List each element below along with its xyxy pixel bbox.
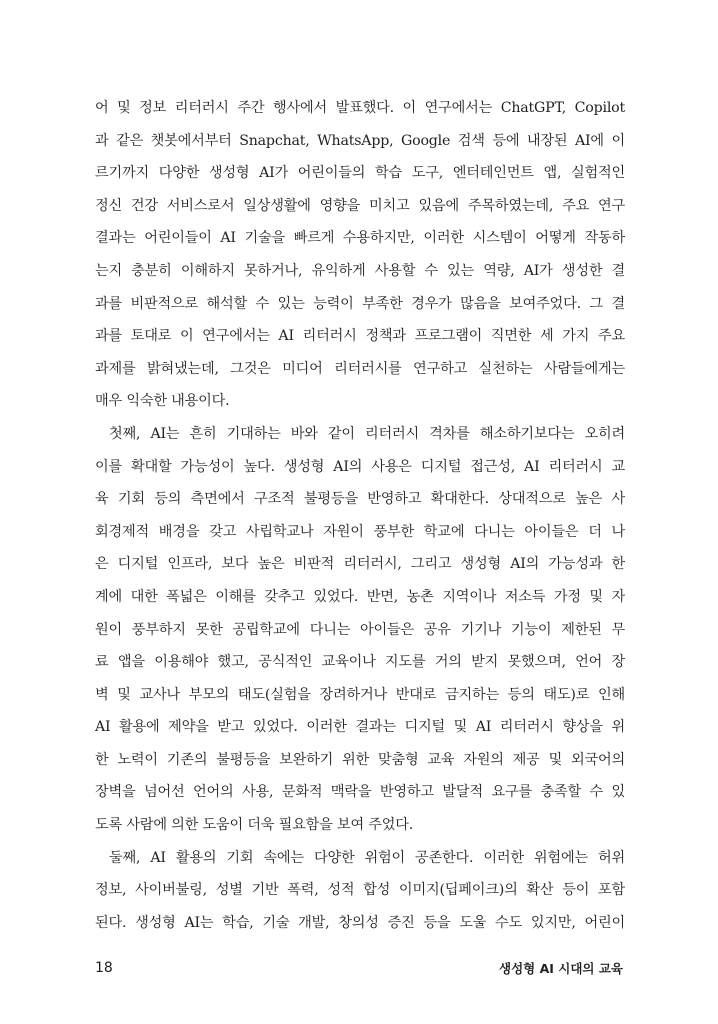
text-line: AI 활용에 제약을 받고 있었다. 이러한 결과는 디지털 및 AI 리터러시 향상을 위: [95, 719, 625, 736]
text-line: 첫째, AI는 흔히 기대하는 바와 같이 리터러시 격차를 해소하기보다는 오히려: [109, 425, 625, 442]
text-line: 이를 확대할 가능성이 높다. 생성형 AI의 사용은 디지털 접근성, AI 리터러시 교: [95, 458, 625, 475]
text-line: 도록 사람에 의한 도움이 더욱 필요함을 보여 주었다.: [95, 817, 414, 834]
text-line: 육 기회 등의 측면에서 구조적 불평등을 반영하고 확대한다. 상대적으로 높은 사: [95, 491, 625, 508]
text-line: 된다. 생성형 AI는 학습, 기술 개발, 창의성 증진 등을 도울 수도 있지만, 어린이: [95, 914, 625, 931]
text-line: 르기까지 다양한 생성형 AI가 어린이들의 학습 도구, 엔터테인먼트 앱, 실험적인: [95, 165, 625, 182]
text-line: 원이 풍부하지 못한 공립학교에 다니는 아이들은 공유 기기나 기능이 제한된 무: [95, 621, 625, 638]
paragraph-1: [95, 92, 625, 418]
text-line: 정보, 사이버불링, 성별 기반 폭력, 성적 합성 이미지(딥페이크)의 확산 등이 포함: [95, 882, 625, 899]
text-line: 은 디지털 인프라, 보다 높은 비판적 리터러시, 그리고 생성형 AI의 가능성과 한: [95, 556, 625, 573]
text-line: 장벽을 넘어선 언어의 사용, 문화적 맥락을 반영하고 발달적 요구를 충족할 수 있: [95, 784, 625, 801]
paragraph-2: [95, 418, 625, 842]
text-line: 한 노력이 기존의 불평등을 보완하기 위한 맞춤형 교육 자원의 제공 및 외국어의: [95, 751, 625, 768]
text-line: 회경제적 배경을 갖고 사립학교나 자원이 풍부한 학교에 다니는 아이들은 더 나: [95, 523, 625, 540]
text-line: 과를 비판적으로 해석할 수 있는 능력이 부족한 경우가 많음을 보여주었다. 그 결: [95, 295, 625, 312]
text-line: 어 및 정보 리터러시 주간 행사에서 발표했다. 이 연구에서는 ChatGPT, Copilot: [95, 100, 625, 116]
text-line: 벽 및 교사나 부모의 태도(실험을 장려하거나 반대로 금지하는 등의 태도)로 인해: [95, 686, 625, 703]
paragraph-3: [95, 842, 625, 940]
text-line: 결과는 어린이들이 AI 기술을 빠르게 수용하지만, 이러한 시스템이 어떻게 작동하: [95, 230, 625, 247]
text-line: 정신 건강 서비스로서 일상생활에 영향을 미치고 있음에 주목하였는데, 주요 연구: [95, 197, 625, 214]
text-line: 과제를 밝혀냈는데, 그것은 미디어 리터러시를 연구하고 실천하는 사람들에게는: [95, 360, 625, 377]
text-line: 계에 대한 폭넓은 이해를 갖추고 있었다. 반면, 농촌 지역이나 저소득 가정 및 자: [95, 588, 625, 605]
text-line: 매우 익숙한 내용이다.: [95, 393, 230, 410]
text-line: 과를 토대로 이 연구에서는 AI 리터러시 정책과 프로그램이 직면한 세 가지 주요: [95, 328, 625, 345]
text-line: 과 같은 챗봇에서부터 Snapchat, WhatsApp, Google 검색 등에 내장된 AI에 이: [95, 132, 625, 149]
page-number: 18: [95, 960, 113, 976]
text-line: 둘째, AI 활용의 기회 속에는 다양한 위험이 공존한다. 이러한 위험에는 허위: [109, 849, 625, 866]
running-title: 생성형 AI 시대의 교육: [499, 961, 623, 976]
page-footer: [95, 958, 623, 978]
page-body: [95, 92, 625, 939]
text-line: 료 앱을 이용해야 했고, 공식적인 교육이나 지도를 거의 받지 못했으며, 언어 장: [95, 654, 625, 671]
text-line: 는지 충분히 이해하지 못하거나, 유익하게 사용할 수 있는 역량, AI가 생성한 결: [95, 262, 625, 279]
